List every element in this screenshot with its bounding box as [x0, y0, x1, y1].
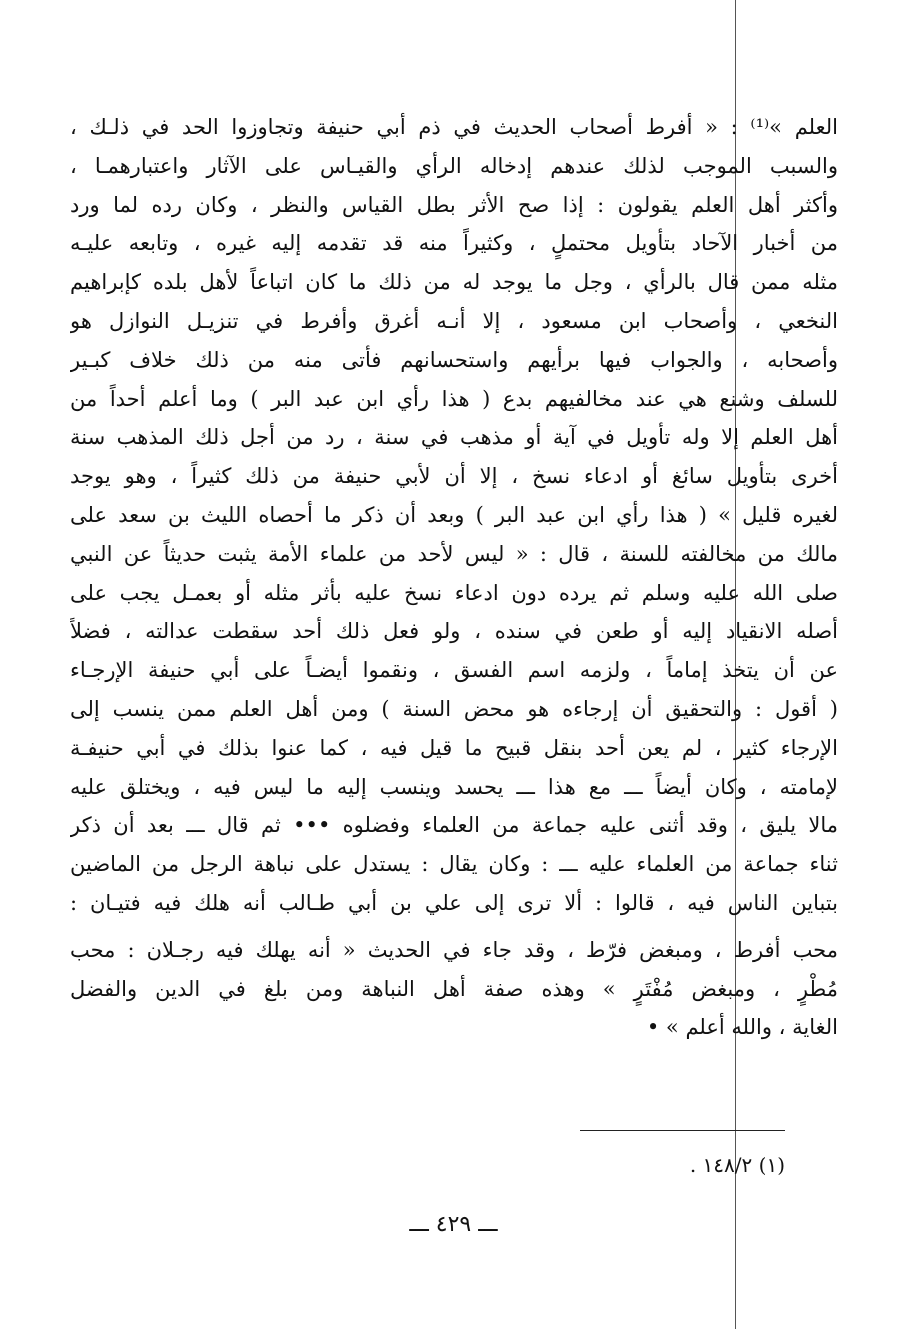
text-line: بتباين الناس فيه ، قالوا : ألا ترى إلى علي بن أبي طـالب أنه هلك فيه فتيـان :	[70, 890, 838, 915]
text-line: ( أقول : والتحقيق أن إرجاءه هو محض السنة ) ومن أهل العلم ممن ينسب إلى	[70, 696, 838, 721]
text-line: والسبب الموجب لذلك عندهم إدخاله الرأي والقيـاس على الآثار واعتبارهمـا ،	[70, 153, 838, 178]
text-line: ثناء جماعة من العلماء عليه ـــ : وكان يقال : يستدل على نباهة الرجل من الماضين	[70, 852, 838, 877]
text-line: مثله ممن قال بالرأي ، وجل ما يوجد له من ذلك ما كان اتباعاً لأهل بلده كإبراهيم	[70, 270, 838, 295]
text-line: أصله الانقياد إليه أو طعن في سنده ، ولو فعل ذلك أحد سقطت عدالته ، فضلاً	[70, 619, 838, 644]
text-line: مُطْرٍ ، ومبغض مُفْتَرٍ » وهذه صفة أهل النباهة ومن بلغ في الدين والفضل	[70, 976, 838, 1001]
text-line: لإمامته ، وكان أيضاً ـــ مع هذا ـــ يحسد وينسب إليه ما ليس فيه ، ويختلق عليه	[70, 774, 838, 799]
text-line: محب أفرط ، ومبغض فرّط ، وقد جاء في الحديث « أنه يهلك فيه رجـلان : محب	[70, 937, 838, 962]
text-line: من أخبار الآحاد بتأويل محتملٍ ، وكثيراً منه قد تقدمه إليه غيره ، وتابعه عليـه	[70, 231, 838, 256]
text-line: مالك من مخالفته للسنة ، قال : « ليس لأحد من علماء الأمة يثبت حديثاً عن النبي	[70, 541, 838, 566]
footnote-separator	[580, 1130, 785, 1131]
text-line: أهل العلم إلا وله تأويل في آية أو مذهب في سنة ، رد من أجل ذلك المذهب سنة	[70, 425, 838, 450]
page-number: ـــ ٤٢٩ ـــ	[409, 1212, 498, 1237]
text-line: مالا يليق ، وقد أثنى عليه جماعة من العلماء وفضلوه ••• ثم قال ـــ بعد أن ذكر	[70, 813, 838, 838]
text-line: الإرجاء كثير ، لم يعن أحد بنقل قبيح ما قيل فيه ، كما عنوا بذلك في أبي حنيفـة	[70, 735, 838, 760]
text-line: العلم »⁽¹⁾ : « أفرط أصحاب الحديث في ذم أبي حنيفة وتجاوزوا الحد في ذلـك ،	[70, 115, 838, 139]
text-line: أخرى بتأويل سائغ أو ادعاء نسخ ، إلا أن لأبي حنيفة من ذلك كثيراً ، وهو يوجد	[70, 464, 838, 489]
text-line: النخعي ، وأصحاب ابن مسعود ، إلا أنـه أغرق وأفرط في تنزيـل النوازل هو	[70, 308, 838, 333]
text-line: وأكثر أهل العلم يقولون : إذا صح الأثر بطل القياس والنظر ، وكان رده لما ورد	[70, 192, 838, 217]
footnote: (١) ١٤٨/٢ .	[689, 1153, 785, 1177]
text-line: صلى الله عليه وسلم ثم يرده دون ادعاء نسخ عليه بأثر مثله أو بعمـل يجب على	[70, 580, 838, 605]
text-line: للسلف وشنع هي عند مخالفيهم بدع ( هذا رأي ابن عبد البر ) وما أعلم أحداً من	[70, 386, 838, 411]
main-text-block	[70, 108, 838, 1047]
text-line: الغاية ، والله أعلم » •	[646, 1015, 838, 1040]
text-line: لغيره قليل » ( هذا رأي ابن عبد البر ) وبعد أن ذكر ما أحصاه الليث بن سعد على	[70, 502, 838, 527]
text-line: عن أن يتخذ إماماً ، ولزمه اسم الفسق ، ونقموا أيضـاً على أبي حنيفة الإرجـاء	[70, 658, 838, 683]
text-line: وأصحابه ، والجواب فيها برأيهم واستحسانهم فأتى منه من ذلك خلاف كبـير	[70, 347, 838, 372]
